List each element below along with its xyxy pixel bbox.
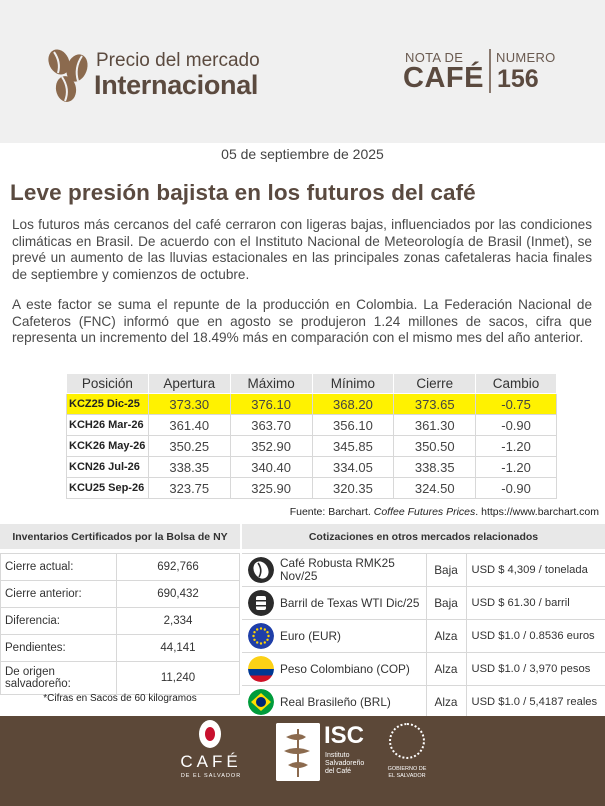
futures-row-highlighted	[67, 394, 557, 415]
numero-label: NUMERO	[496, 50, 556, 65]
source-citation	[290, 506, 599, 518]
market-direction: Alza	[426, 686, 466, 719]
inventory-row	[1, 662, 240, 695]
brazil-flag-icon	[248, 689, 274, 715]
col-header-maximo: Máximo	[230, 374, 312, 394]
header-divider	[489, 49, 491, 93]
paragraph-1: Los futuros más cercanos del café cerraron con ligeras bajas, influenciados por las condiciones climáticas en Brasil. De acuerdo con el Instituto Nacional de Meteorología de Brasil (Inmet), se prevé un aumento de las lluvias estacionales en las principales zonas cafetaleras hacia finales de septiembre y comienzos de octubre.	[12, 217, 592, 282]
inventory-value: 690,432	[117, 581, 240, 608]
market-row	[242, 554, 605, 587]
gob-line: EL SALVADOR	[388, 773, 426, 779]
futures-row	[67, 478, 557, 499]
cell-cierre: 324.50	[394, 478, 476, 499]
cell-minimo: 345.85	[312, 436, 394, 457]
cell-apertura: 373.30	[148, 394, 230, 415]
cell-cambio: -0.75	[476, 394, 557, 415]
inventory-value: 11,240	[117, 662, 240, 695]
cell-apertura: 361.40	[148, 415, 230, 436]
col-header-posicion: Posición	[67, 374, 149, 394]
cell-posicion: KCZ25 Dic-25	[67, 394, 149, 415]
inventory-label: Diferencia:	[1, 608, 117, 635]
eu-flag-icon	[248, 623, 274, 649]
cell-maximo: 376.10	[230, 394, 312, 415]
cafe-label: CAFÉ	[403, 62, 484, 94]
cell-maximo: 363.70	[230, 415, 312, 436]
market-price: USD $1.0 / 5,4187 reales	[466, 686, 605, 719]
cell-minimo: 320.35	[312, 478, 394, 499]
footer-isc: ISC	[324, 722, 365, 749]
futures-row	[67, 457, 557, 478]
inventory-value: 2,334	[117, 608, 240, 635]
inventory-label: Pendientes:	[1, 635, 117, 662]
market-name: Euro (EUR)	[280, 620, 426, 653]
gob-line: GOBIERNO DE	[387, 766, 427, 772]
footer-cafe-sub: DE EL SALVADOR	[180, 773, 242, 779]
market-name: Peso Colombiano (COP)	[280, 653, 426, 686]
cell-cierre: 338.35	[394, 457, 476, 478]
inventory-row	[1, 608, 240, 635]
isc-sub-line: del Café	[325, 768, 352, 775]
cell-posicion: KCU25 Sep-26	[67, 478, 149, 499]
source-title: Coffee Futures Prices	[373, 506, 476, 518]
market-name: Real Brasileño (BRL)	[280, 686, 426, 719]
cell-posicion: KCN26 Jul-26	[67, 457, 149, 478]
publication-date: 05 de septiembre de 2025	[221, 146, 384, 162]
cell-apertura: 323.75	[148, 478, 230, 499]
market-row	[242, 686, 605, 719]
cell-cambio: -0.90	[476, 415, 557, 436]
col-header-apertura: Apertura	[148, 374, 230, 394]
cell-minimo: 334.05	[312, 457, 394, 478]
isc-sub-line: Instituto	[325, 752, 350, 759]
inventory-note: *Cifras en Sacos de 60 kilogramos	[43, 693, 197, 704]
futures-table	[66, 373, 557, 499]
isc-logo-icon	[276, 723, 320, 781]
market-direction: Alza	[426, 620, 466, 653]
headline: Leve presión bajista en los futuros del café	[10, 180, 476, 205]
market-direction: Baja	[426, 554, 466, 587]
futures-row	[67, 415, 557, 436]
cell-posicion: KCH26 Mar-26	[67, 415, 149, 436]
market-direction: Alza	[426, 653, 466, 686]
cell-apertura: 350.25	[148, 436, 230, 457]
footer-isc-subtitle	[325, 752, 364, 776]
inventory-label: De origen salvadoreño:	[1, 662, 117, 695]
col-header-cierre: Cierre	[394, 374, 476, 394]
inventory-table	[0, 553, 240, 695]
col-header-minimo: Mínimo	[312, 374, 394, 394]
inventory-row	[1, 635, 240, 662]
cell-apertura: 338.35	[148, 457, 230, 478]
coffee-beans-logo-icon	[46, 46, 92, 104]
market-price: USD $1.0 / 0.8536 euros	[466, 620, 605, 653]
cell-posicion: KCK26 May-26	[67, 436, 149, 457]
market-direction: Baja	[426, 587, 466, 620]
cell-minimo: 356.10	[312, 415, 394, 436]
cell-maximo: 325.90	[230, 478, 312, 499]
market-row	[242, 587, 605, 620]
issue-number: 156	[497, 65, 539, 93]
header-title-line1: Precio del mercado	[96, 50, 260, 71]
market-price: USD $ 61.30 / barril	[466, 587, 605, 620]
cafe-de-el-salvador-logo-icon	[199, 720, 221, 748]
source-prefix: Fuente: Barchart.	[289, 506, 374, 518]
col-header-cambio: Cambio	[476, 374, 557, 394]
nota-de-label: NOTA DE	[405, 50, 464, 65]
footer-cafe-word: CAFÉ	[180, 752, 242, 771]
cell-cierre: 361.30	[394, 415, 476, 436]
markets-section-title: Cotizaciones en otros mercados relacionados	[242, 524, 605, 549]
coffee-bean-icon	[248, 557, 274, 583]
market-price: USD $ 4,309 / tonelada	[466, 554, 605, 587]
inventory-row	[1, 581, 240, 608]
market-name: Barril de Texas WTI Dic/25	[280, 587, 426, 620]
inventory-label: Cierre anterior:	[1, 581, 117, 608]
inventory-label: Cierre actual:	[1, 554, 117, 581]
inventory-row	[1, 554, 240, 581]
cell-cambio: -0.90	[476, 478, 557, 499]
market-price: USD $1.0 / 3,970 pesos	[466, 653, 605, 686]
cell-cierre: 373.65	[394, 394, 476, 415]
inventory-value: 44,141	[117, 635, 240, 662]
market-row	[242, 653, 605, 686]
cell-maximo: 352.90	[230, 436, 312, 457]
cell-minimo: 368.20	[312, 394, 394, 415]
header-band	[0, 0, 605, 143]
header-title-line2: Internacional	[94, 70, 259, 100]
market-name: Café Robusta RMK25 Nov/25	[280, 554, 426, 587]
oil-barrel-icon	[248, 590, 274, 616]
market-row	[242, 620, 605, 653]
government-seal-icon	[389, 723, 425, 759]
cell-cambio: -1.20	[476, 436, 557, 457]
inventory-section-title: Inventarios Certificados por la Bolsa de NY	[0, 524, 240, 549]
cell-cambio: -1.20	[476, 457, 557, 478]
futures-header-row	[67, 374, 557, 394]
futures-row	[67, 436, 557, 457]
colombia-flag-icon	[248, 656, 274, 682]
isc-sub-line: Salvadoreño	[325, 760, 365, 767]
footer-government	[380, 766, 434, 780]
source-suffix: . https://www.barchart.com	[475, 506, 599, 518]
cell-maximo: 340.40	[230, 457, 312, 478]
markets-table	[242, 553, 605, 719]
inventory-value: 692,766	[117, 554, 240, 581]
cell-cierre: 350.50	[394, 436, 476, 457]
paragraph-2: A este factor se suma el repunte de la producción en Colombia. La Federación Nacional de Cafeteros (FNC) informó que en agosto se produjeron 1.24 millones de sacos, cifra que representa un incremento del 18.49% más en comparación con el mismo mes del año anterior.	[12, 297, 592, 345]
